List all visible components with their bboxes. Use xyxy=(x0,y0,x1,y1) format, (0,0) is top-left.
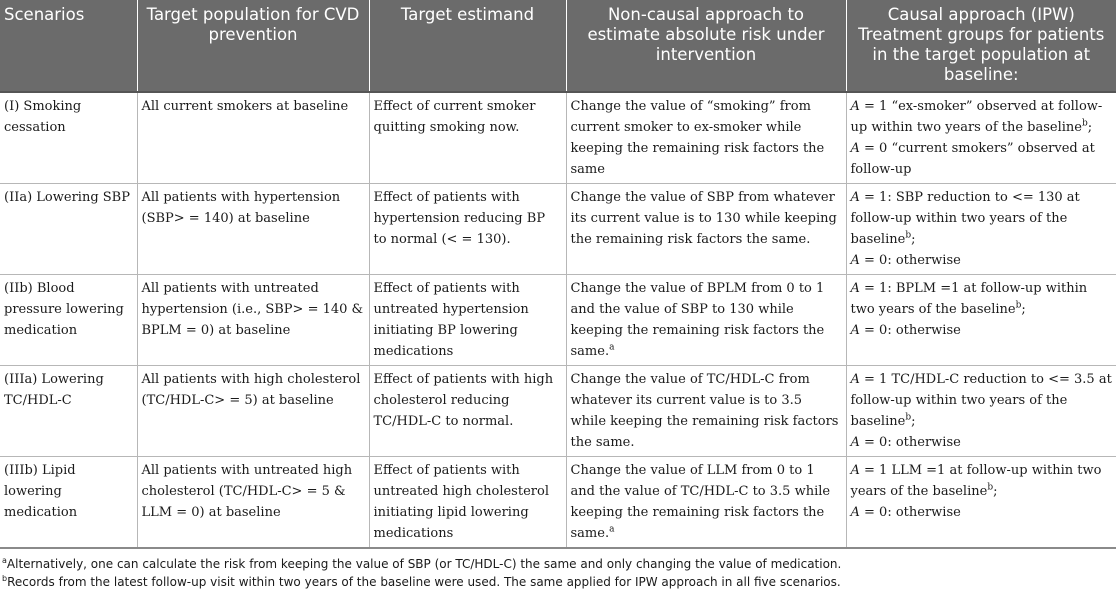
treated-group: = 1 LLM =1 at follow-up within two years of the baseline xyxy=(850,463,1102,499)
scenario-cell: (IIIb) Lipid lowering medication xyxy=(0,457,137,549)
control-group: = 0: otherwise xyxy=(859,253,961,268)
table-footnotes xyxy=(0,549,1116,591)
header-non-causal-approach: Non-causal approach to estimate absolute risk under intervention xyxy=(566,0,846,92)
header-causal-approach: Causal approach (IPW) Treatment groups for patients in the target population at baseline: xyxy=(846,0,1116,92)
population-cell: All patients with untreated hypertension (i.e., SBP> = 140 & BPLM = 0) at baseline xyxy=(137,275,369,366)
noncausal-text: Change the value of LLM from 0 to 1 and the value of TC/HDL-C to 3.5 while keeping the remaining risk factors the same. xyxy=(570,463,831,541)
treated-group-tail: ; xyxy=(911,232,916,247)
footnote-a-mark: a xyxy=(2,556,7,565)
noncausal-cell: Change the value of SBP from whatever its current value is to 130 while keeping the remaining risk factors the same. xyxy=(566,184,846,275)
symbol-a: A xyxy=(850,141,860,156)
footnote-b-text: Records from the latest follow-up visit within two years of the baseline were used. The same applied for IPW approach in all five scenarios. xyxy=(7,575,841,589)
noncausal-cell: Change the value of TC/HDL-C from whatever its current value is to 3.5 while keeping the remaining risk factors the same. xyxy=(566,366,846,457)
symbol-a: A xyxy=(850,281,860,296)
footnote-a xyxy=(2,555,1116,573)
control-group: = 0: otherwise xyxy=(859,435,961,450)
symbol-a: A xyxy=(850,99,860,114)
symbol-a: A xyxy=(850,372,860,387)
noncausal-cell: Change the value of “smoking” from current smoker to ex-smoker while keeping the remaining risk factors the same xyxy=(566,92,846,184)
treated-group: = 1: SBP reduction to <= 130 at follow-up within two years of the baseline xyxy=(850,190,1080,247)
header-scenarios: Scenarios xyxy=(0,0,137,92)
table-row xyxy=(0,275,1116,366)
control-group: = 0 “current smokers” observed at follow-up xyxy=(850,141,1095,177)
footnote-b-mark: b xyxy=(2,574,8,583)
estimand-cell: Effect of current smoker quitting smoking now. xyxy=(369,92,566,184)
noncausal-cell xyxy=(566,457,846,549)
scenario-cell: (IIb) Blood pressure lowering medication xyxy=(0,275,137,366)
estimand-cell: Effect of patients with untreated hypertension initiating BP lowering medications xyxy=(369,275,566,366)
footnote-a-text: Alternatively, one can calculate the risk from keeping the value of SBP (or TC/HDL-C) the same and only changing the value of medication. xyxy=(6,557,842,571)
table-row xyxy=(0,457,1116,549)
scenario-cell: (IIIa) Lowering TC/HDL-C xyxy=(0,366,137,457)
footnote-mark-b: b xyxy=(987,482,994,493)
control-group: = 0: otherwise xyxy=(859,505,961,520)
population-cell: All current smokers at baseline xyxy=(137,92,369,184)
table-row xyxy=(0,92,1116,184)
scenario-cell: (IIa) Lowering SBP xyxy=(0,184,137,275)
header-target-population: Target population for CVD prevention xyxy=(137,0,369,92)
noncausal-cell xyxy=(566,275,846,366)
footnote-mark-a: a xyxy=(609,342,615,353)
treated-group-tail: ; xyxy=(1021,302,1026,317)
causal-cell xyxy=(846,457,1116,549)
treated-group-tail: ; xyxy=(1087,120,1093,135)
treated-group: = 1: BPLM =1 at follow-up within two years of the baseline xyxy=(850,281,1088,317)
population-cell: All patients with untreated high cholesterol (TC/HDL-C> = 5 & LLM = 0) at baseline xyxy=(137,457,369,549)
causal-cell xyxy=(846,366,1116,457)
causal-cell xyxy=(846,275,1116,366)
symbol-a: A xyxy=(850,435,860,450)
causal-cell xyxy=(846,92,1116,184)
control-group: = 0: otherwise xyxy=(859,323,961,338)
symbol-a: A xyxy=(850,323,860,338)
noncausal-text: Change the value of BPLM from 0 to 1 and the value of SBP to 130 while keeping the remaining risk factors the same. xyxy=(570,281,825,359)
treated-group: = 1 “ex-smoker” observed at follow-up within two years of the baseline xyxy=(850,99,1103,135)
treated-group: = 1 TC/HDL-C reduction to <= 3.5 at follow-up within two years of the baseline xyxy=(850,372,1112,429)
estimand-cell: Effect of patients with untreated high cholesterol initiating lipid lowering medications xyxy=(369,457,566,549)
symbol-a: A xyxy=(850,253,860,268)
table-row xyxy=(0,184,1116,275)
population-cell: All patients with hypertension (SBP> = 140) at baseline xyxy=(137,184,369,275)
scenario-cell: (I) Smoking cessation xyxy=(0,92,137,184)
treated-group-tail: ; xyxy=(911,414,916,429)
header-target-estimand: Target estimand xyxy=(369,0,566,92)
population-cell: All patients with high cholesterol (TC/HDL-C> = 5) at baseline xyxy=(137,366,369,457)
symbol-a: A xyxy=(850,463,860,478)
footnote-mark-b: b xyxy=(905,412,912,423)
treated-group-tail: ; xyxy=(993,484,998,499)
symbol-a: A xyxy=(850,190,860,205)
footnote-mark-a: a xyxy=(609,524,615,535)
footnote-mark-b: b xyxy=(1082,118,1088,129)
table-row xyxy=(0,366,1116,457)
estimand-cell: Effect of patients with hypertension reducing BP to normal (< = 130). xyxy=(369,184,566,275)
causal-cell xyxy=(846,184,1116,275)
header-row xyxy=(0,0,1116,92)
estimand-cell: Effect of patients with high cholesterol reducing TC/HDL-C to normal. xyxy=(369,366,566,457)
footnote-mark-b: b xyxy=(1015,300,1022,311)
symbol-a: A xyxy=(850,505,860,520)
footnote-b xyxy=(2,573,1116,591)
footnote-mark-b: b xyxy=(905,230,912,241)
